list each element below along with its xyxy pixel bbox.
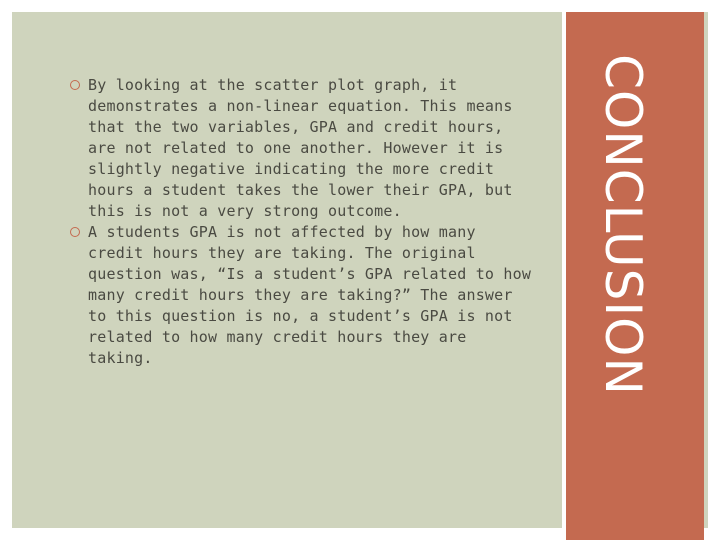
bullet-item (70, 222, 532, 369)
bullet-text: A students GPA is not affected by how many credit hours they are taking. The original question was, “Is a student’s GPA related to how many credit hours they are taking?” The answer to this question is no, a student’s GPA is not related to how many credit hours they are taking. (88, 223, 532, 367)
bullet-item (70, 75, 532, 222)
slide-content (70, 75, 532, 369)
bullet-text: By looking at the scatter plot graph, it demonstrates a non-linear equation. This means that the two variables, GPA and credit hours, are not related to one another. However it is slightly negative indicating the more credit hours a student takes the lower their GPA, but this is not a very strong outcome. (88, 76, 513, 220)
slide-title: CONCLUSION (594, 54, 652, 396)
circle-bullet-icon (70, 227, 80, 237)
circle-bullet-icon (70, 80, 80, 90)
